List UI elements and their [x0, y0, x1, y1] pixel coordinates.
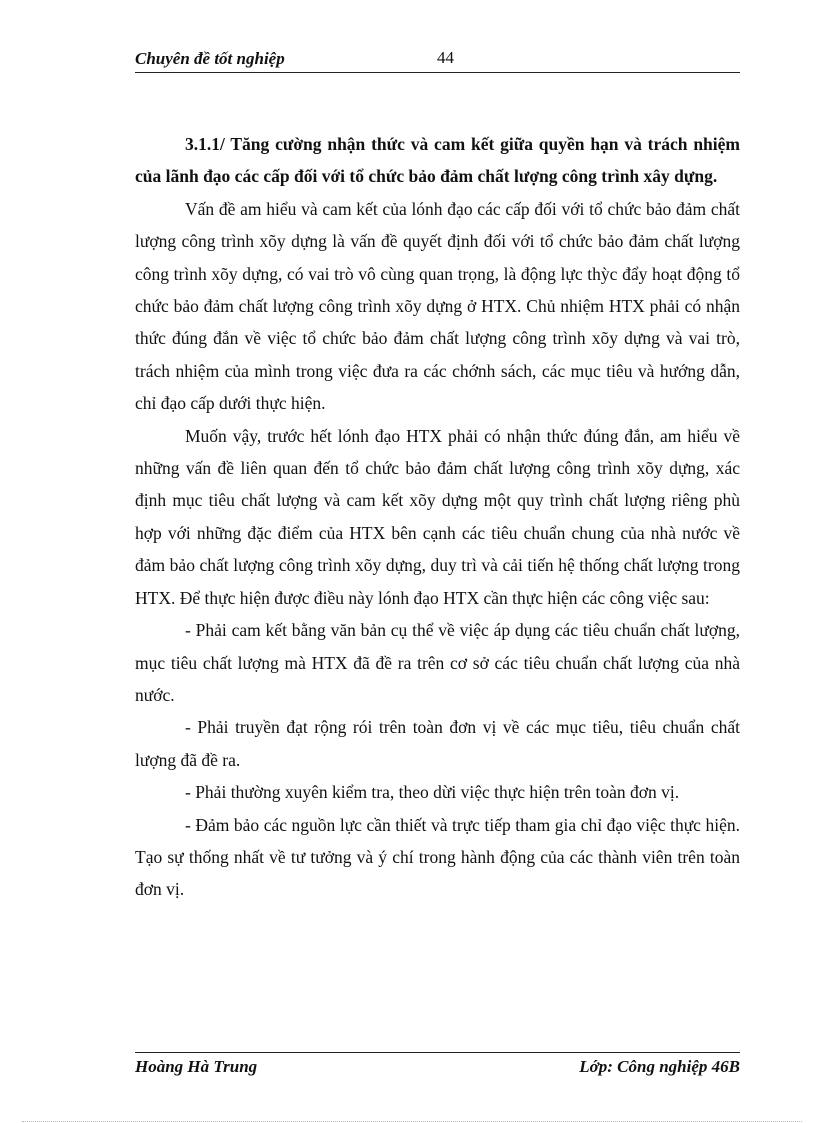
paragraph-1: Vấn đề am hiểu và cam kết của lónh đạo các cấp đối với tổ chức bảo đảm chất lượng công trình xõy dựng là vấn đề quyết định đối với tổ chức bảo đảm chất lượng công trình xõy dựng, có vai trò vô cùng quan trọng, là động lực thỳc đẩy hoạt động tổ chức bảo đảm chất lượng công trình xõy dựng ở HTX. Chủ nhiệm HTX phải có nhận thức đúng đắn về việc tổ chức bảo đảm chất lượng công trình xõy dựng và vai trò, trách nhiệm của mình trong việc đưa ra các chớnh sách, các mục tiêu và hướng dẫn, chỉ đạo cấp dưới thực hiện. — [135, 198, 740, 414]
page-header — [135, 46, 740, 73]
page-number: 44 — [437, 48, 454, 67]
list-item-4: - Đảm bảo các nguồn lực cần thiết và trực tiếp tham gia chỉ đạo việc thực hiện. Tạo sự thống nhất về tư tưởng và ý chí trong hành động của các thành viên trên toàn đơn vị. — [135, 814, 740, 900]
section-heading: 3.1.1/ Tăng cường nhận thức và cam kết giữa quyền hạn và trách nhiệm của lãnh đạo các cấp đối với tổ chức bảo đảm chất lượng công trình xây dựng. — [135, 134, 740, 187]
footer-author: Hoàng Hà Trung — [135, 1057, 258, 1076]
page-edge-divider — [22, 1121, 802, 1122]
document-body — [135, 128, 740, 906]
page-footer — [135, 1052, 740, 1079]
paragraph-2: Muốn vậy, trước hết lónh đạo HTX phải có nhận thức đúng đắn, am hiểu về những vấn đề liên quan đến tổ chức bảo đảm chất lượng công trình xõy dựng, xác định mục tiêu chất lượng và cam kết xõy dựng một quy trình chất lượng riêng phù hợp với những đặc điểm của HTX bên cạnh các tiêu chuẩn chung của nhà nước về đảm bảo chất lượng công trình xõy dựng, duy trì và cải tiến hệ thống chất lượng trong HTX. Để thực hiện được điều này lónh đạo HTX cần thực hiện các công việc sau: — [135, 425, 740, 608]
list-item-1: - Phải cam kết bằng văn bản cụ thể về việc áp dụng các tiêu chuẩn chất lượng, mục tiêu chất lượng mà HTX đã đề ra trên cơ sở các tiêu chuẩn chất lượng của nhà nước. — [135, 620, 740, 705]
list-item-2: - Phải truyền đạt rộng rói trên toàn đơn vị về các mục tiêu, tiêu chuẩn chất lượng đã đề ra. — [135, 717, 740, 770]
list-item-3: - Phải thường xuyên kiểm tra, theo dừi việc thực hiện trên toàn đơn vị. — [185, 782, 680, 803]
header-title: Chuyên đề tốt nghiệp — [135, 49, 285, 68]
footer-class: Lớp: Công nghiệp 46B — [579, 1057, 740, 1076]
